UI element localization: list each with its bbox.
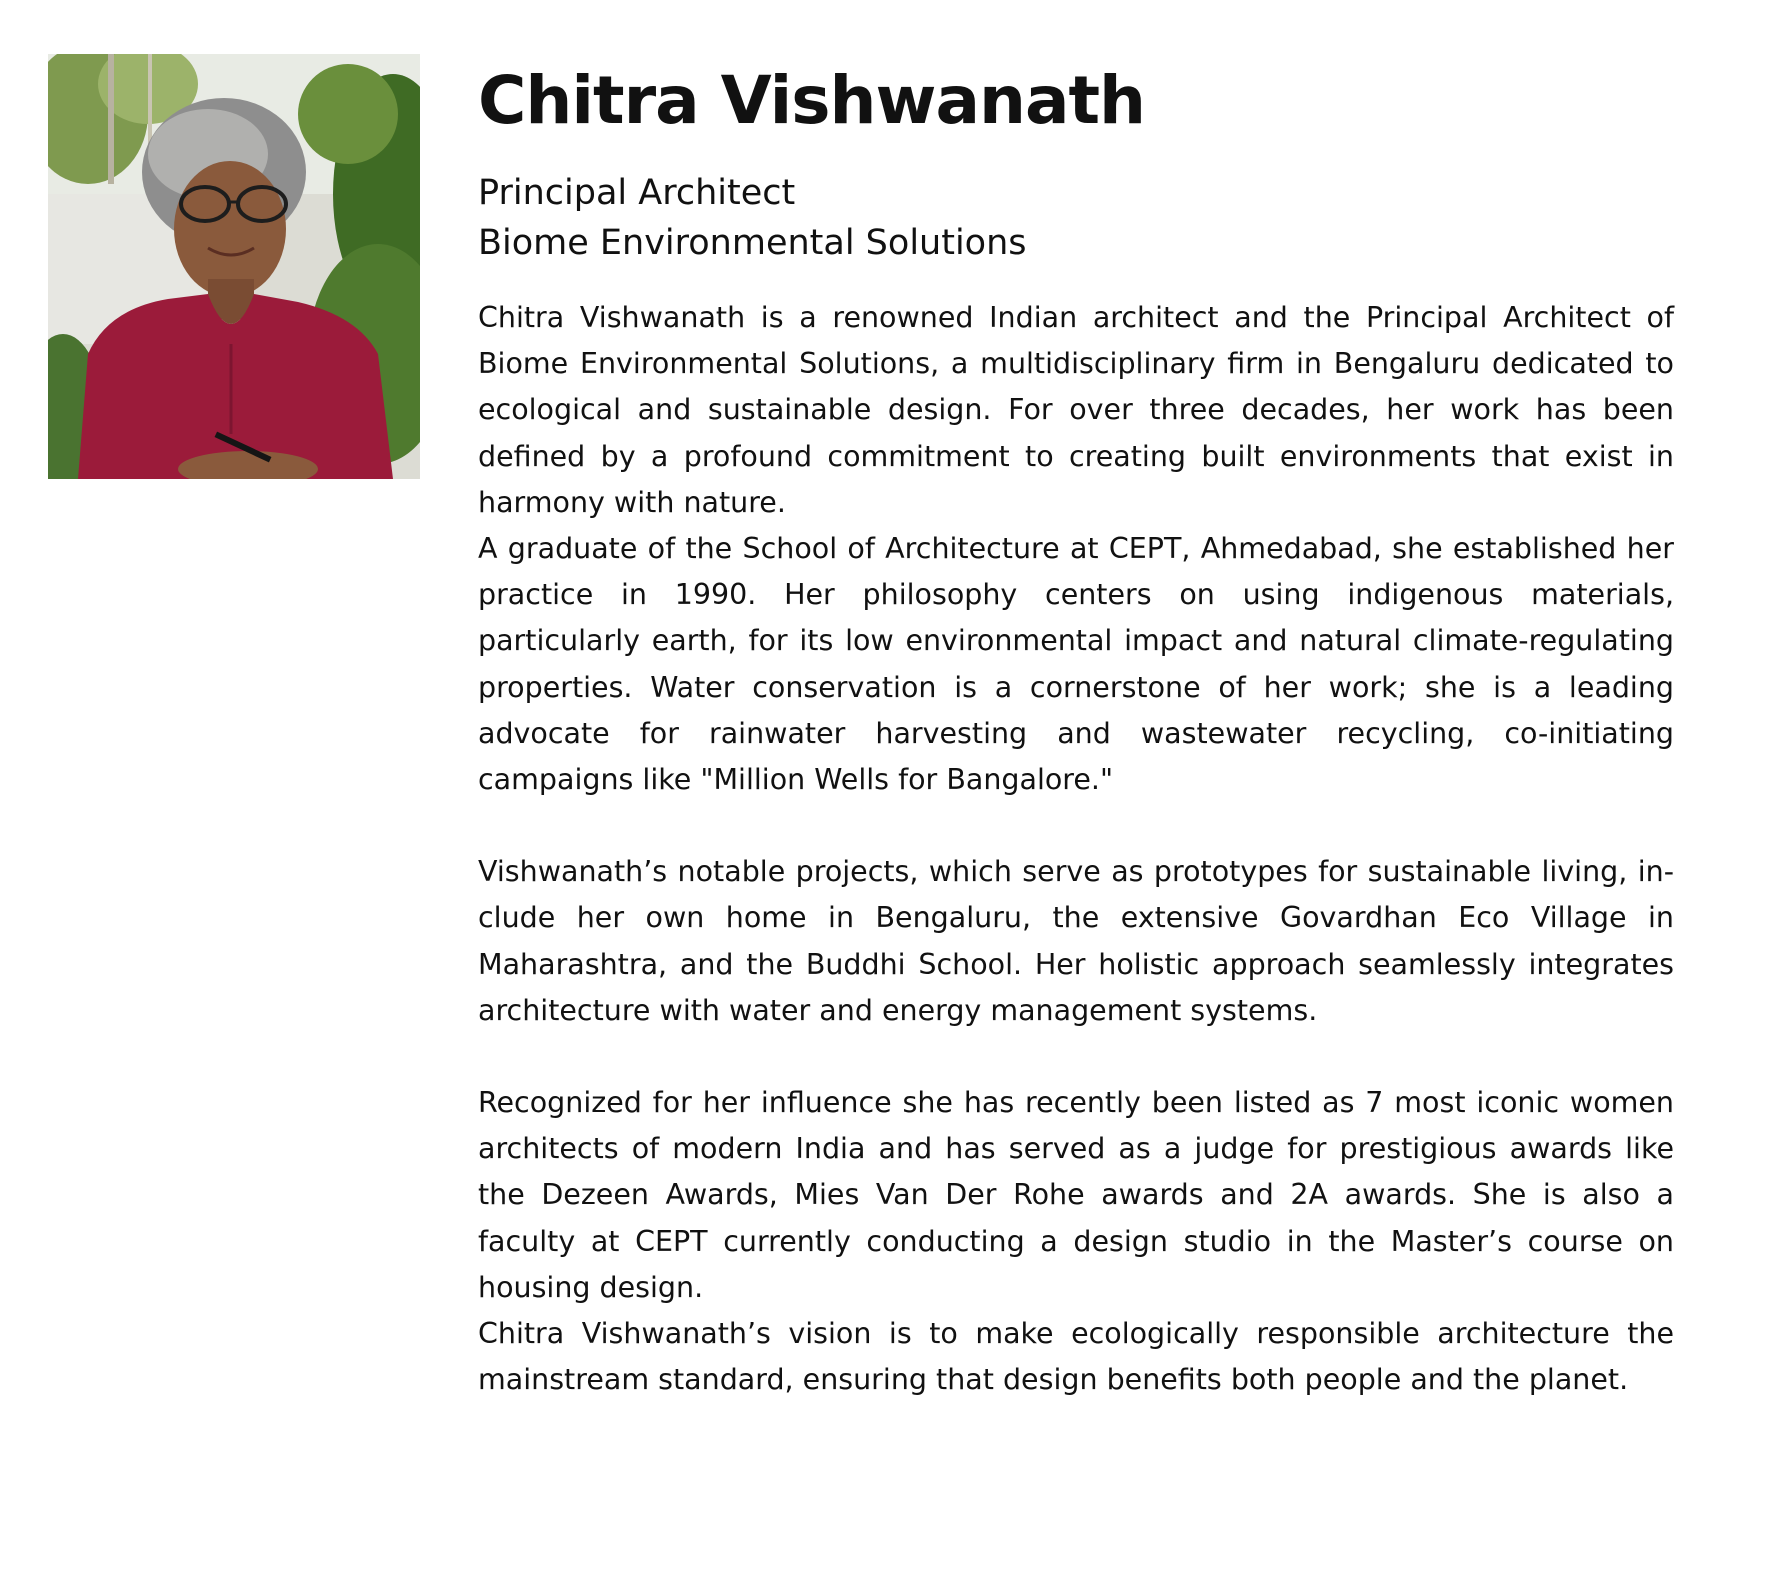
organization-name: Biome Environmental Solutions [478, 223, 1027, 263]
bio-paragraph: Recognized for her influence she has recently been listed as 7 most iconic women architects of modern India and has served as a judge for prestigious awards like the Dezeen Awards, Mies Van Der Rohe awards and 2A awards. She is also a faculty at CEPT currently conducting a design studio in the Master’s course on housing design. [478, 1086, 1674, 1304]
profile-photo [48, 54, 420, 479]
bio-paragraph: A graduate of the School of Architecture at CEPT, Ahmedabad, she established her practice in 1990. Her philosophy centers on using indigenous materials, particularly earth, for its low environmental impact and natural climate-regulating properties. Water conservation is a cornerstone of her work; she is a leading advocate for rainwater harvesting and wastewater recycling, co-initiating campaigns like "Million Wells for Bangalore." [478, 532, 1674, 797]
person-name: Chitra Vishwanath [478, 62, 1146, 139]
bio-paragraph: Chitra Vishwanath is a renowned Indian architect and the Principal Architect of Biome Environmental Solutions, a multidisciplinary firm in Bengaluru dedicated to ecological and sustainable design. For over three decades, her work has been defined by a profound commitment to creating built environments that exist in harmony with nature. [478, 301, 1674, 519]
portrait-image [48, 54, 420, 479]
role-title: Principal Architect [478, 173, 796, 213]
bio-paragraph: Chitra Vishwanath’s vision is to make ecologically responsible architecture the mainstream standard, ensuring that design benefits both people and the planet. [478, 1317, 1674, 1397]
biography [478, 295, 1674, 1403]
bio-paragraph: Vishwanath’s notable projects, which serve as prototypes for sustainable living, include her own home in Bengaluru, the extensive Govardhan Eco Village in Maharashtra, and the Buddhi School. Her holistic approach seamlessly integrates architecture with water and energy management systems. [478, 855, 1674, 1027]
role-block [478, 168, 1674, 268]
profile-content [478, 54, 1674, 1403]
